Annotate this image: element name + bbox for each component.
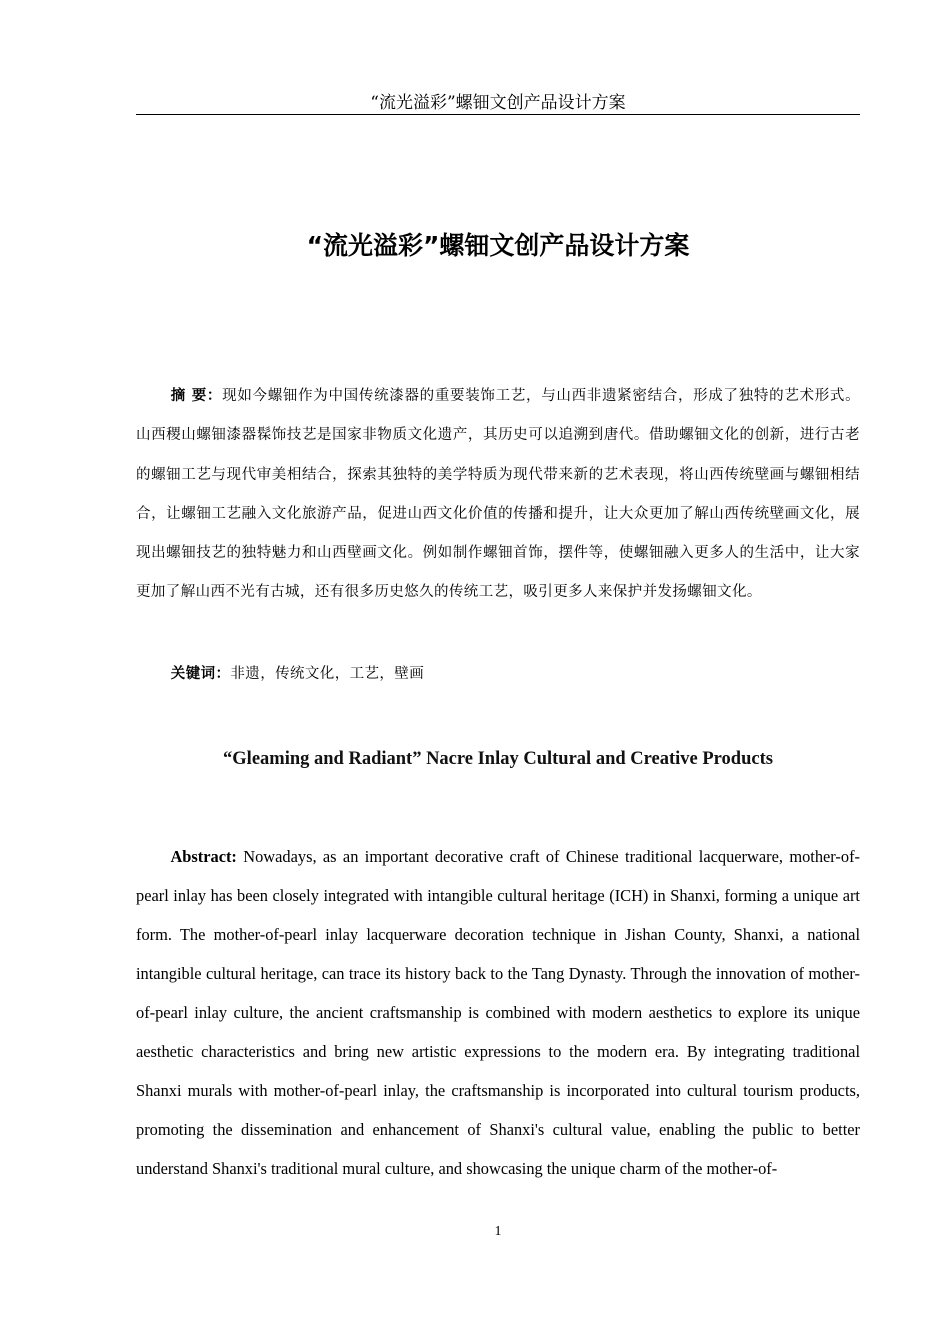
chinese-abstract-label: 摘 要：: [170, 387, 223, 404]
english-title: “Gleaming and Radiant” Nacre Inlay Cultural and Creative Products: [223, 749, 773, 769]
english-abstract-paragraph: [136, 837, 860, 1188]
chinese-keywords-label: 关键词：: [170, 665, 231, 682]
english-abstract: [136, 837, 860, 1188]
header-rule: [136, 114, 860, 115]
chinese-abstract-text: 现如今螺钿作为中国传统漆器的重要装饰工艺，与山西非遗紧密结合，形成了独特的艺术形式。山西稷山螺钿漆器髹饰技艺是国家非物质文化遗产，其历史可以追溯到唐代。借助螺钿文化的创新，进行古老的螺钿工艺与现代审美相结合，探索其独特的美学特质为现代带来新的艺术表现，将山西传统壁画与螺钿相结合，让螺钿工艺融入文化旅游产品，促进山西文化价值的传播和提升，让大众更加了解山西传统壁画文化，展现出螺钿技艺的独特魅力和山西壁画文化。例如制作螺钿首饰，摆件等，使螺钿融入更多人的生活中，让大家更加了解山西不光有古城，还有很多历史悠久的传统工艺，吸引更多人来保护并发扬螺钿文化。: [136, 388, 860, 601]
chinese-abstract: [136, 376, 860, 613]
page-number: 1: [494, 1224, 502, 1239]
chinese-keywords-text: 非遗，传统文化，工艺，壁画: [230, 666, 425, 682]
chinese-keywords: [136, 656, 860, 692]
chinese-abstract-paragraph: [136, 376, 860, 613]
running-header: “流光溢彩”螺钿文创产品设计方案: [370, 93, 626, 113]
english-abstract-label: Abstract:: [170, 847, 237, 866]
chinese-title: “流光溢彩”螺钿文创产品设计方案: [306, 231, 690, 260]
english-abstract-text: Nowadays, as an important decorative craft of Chinese traditional lacquerware, mother-of-pearl inlay has been closely integrated with intangible cultural heritage (ICH) in Shanxi, forming a unique art form. The mother-of-pearl inlay lacquerware decoration technique in Jishan County, Shanxi, a national intangible cultural heritage, can trace its history back to the Tang Dynasty. Through the innovation of mother-of-pearl inlay culture, the ancient craftsmanship is combined with modern aesthetics to explore its unique aesthetic characteristics and bring new artistic expressions to the modern era. By integrating traditional Shanxi murals with mother-of-pearl inlay, the craftsmanship is incorporated into cultural tourism products, promoting the dissemination and enhancement of Shanxi's cultural value, enabling the public to better understand Shanxi's traditional mural culture, and showcasing the unique charm of the mother-of-: [136, 847, 860, 1178]
